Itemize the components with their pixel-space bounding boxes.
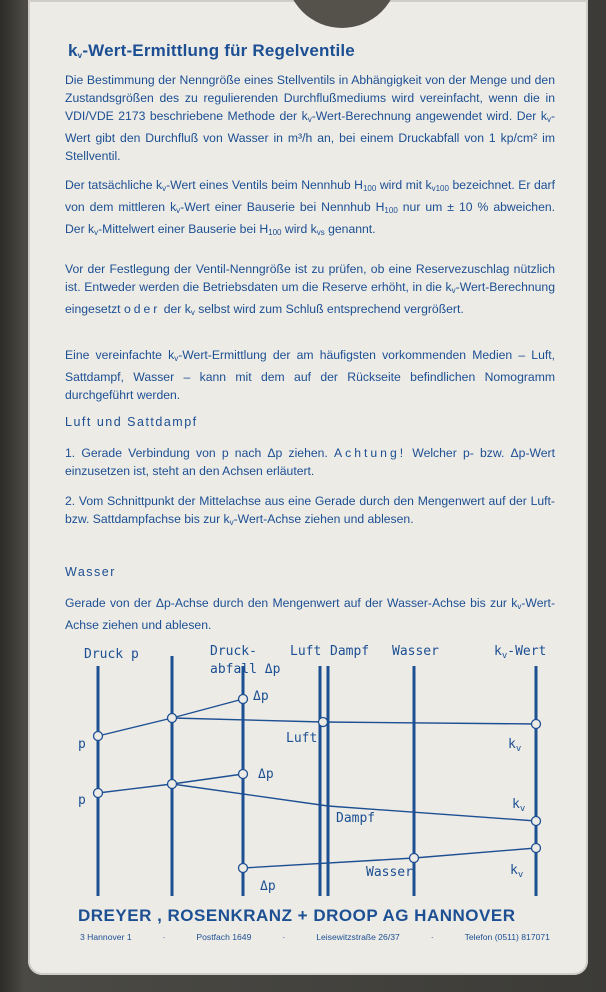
label-dp-3: Δp bbox=[260, 879, 276, 894]
step-1: 1. Gerade Verbindung von p nach Δp ziehen. Achtung! Welcher p- bzw. Δp-Wert einzusetzen ist, steht an den Achsen erläutert. bbox=[65, 446, 556, 478]
axis-label-druck: Druck p bbox=[84, 647, 139, 662]
marker bbox=[532, 817, 541, 826]
label-p-1: p bbox=[78, 737, 86, 752]
heading-wasser: Wasser bbox=[65, 565, 116, 579]
axis-label-luft: Luft bbox=[290, 644, 322, 659]
paragraph-reserve: Vor der Festlegung der Ventil-Nenngröße ist zu prüfen, ob eine Reservezuschlag nützlich ist. Entweder werden die Betriebsdaten um die Reserve erhöht, in die $k_v-Wert$-Berechnung eingesetzt oder der $k_v$ selbst wird zum Schluß entsprechend vergrößert. bbox=[65, 262, 555, 317]
footer-city: 3 Hannover 1 bbox=[80, 932, 132, 942]
step-2: 2. Vom Schnittpunkt der Mittelachse aus eine Gerade durch den Mengenwert auf der Luft- bzw. Sattdampfachse bis zur $k_v-Wert$-Achse ziehen und ablesen. bbox=[65, 494, 555, 527]
marker bbox=[532, 720, 541, 729]
nomogram-example-lines bbox=[98, 699, 536, 868]
marker bbox=[239, 770, 248, 779]
nomogram-axes bbox=[98, 656, 536, 896]
footer-sep: · bbox=[282, 932, 286, 942]
paragraph-nomogram-intro: Eine vereinfachte $k_v-Wert$-Ermittlung der am häufigsten vorkommenden Medien – Luft, Sattdampf, Wasser – kann mit dem auf der Rückseite befindlichen Nomogramm durchgeführt werden. bbox=[65, 348, 556, 402]
footer-address bbox=[80, 932, 550, 942]
page-title: $k_v-Wert$-Ermittlung für Regelventile bbox=[68, 41, 355, 60]
label-kv-3: $k_v$ bbox=[510, 863, 524, 880]
footer-street: Leisewitzstraße 26/37 bbox=[316, 932, 400, 942]
marker bbox=[94, 732, 103, 741]
label-kv-2: $k_v$ bbox=[512, 797, 526, 814]
axis-label-druckabfall-2: abfall Δp bbox=[210, 662, 281, 677]
paragraph-intro: Die Bestimmung der Nenngröße eines Stellventils in Abhängigkeit von der Menge und den Zustandsgrößen des zu regulierenden Durchflußmediums wird vereinfacht, wenn die in VDI/VDE 2173 beschriebene Methode der $k_v-Wert$-Berechnung angewendet wird. Der $k_v$-Wert gibt den Durchfluß von Wasser in m³/h an, bei einem Druckabfall von 1 kp/cm² im Stellventil. bbox=[65, 73, 555, 163]
nomogram-labels bbox=[78, 644, 546, 894]
marker bbox=[94, 789, 103, 798]
marker bbox=[168, 780, 177, 789]
footer-company: DREYER , ROSENKRANZ + DROOP AG HANNOVER bbox=[78, 906, 516, 925]
label-dampf: Dampf bbox=[336, 811, 376, 826]
marker bbox=[410, 854, 419, 863]
paragraph-kv100: Der tatsächliche $k_v$-Wert eines Ventils beim Nennhub $H_{100}$ wird mit $k_{v100}$ bezeichnet. Er darf von dem mittleren $k_v$-Wert einer Bauserie bei Nennhub $H_{100}$ nur um ± 10 % abweichen. Der $k_v$-Mittelwert einer Bauserie bei $H_{100}$ wird $k_{vs}$ genannt. bbox=[65, 178, 556, 237]
footer-postfach: Postfach 1649 bbox=[196, 932, 252, 942]
marker bbox=[168, 714, 177, 723]
axis-label-kv: $k_v$-Wert bbox=[494, 644, 547, 661]
heading-luft-sattdampf: Luft und Sattdampf bbox=[65, 415, 198, 429]
marker bbox=[532, 844, 541, 853]
marker bbox=[239, 864, 248, 873]
label-dp-2: Δp bbox=[258, 767, 274, 782]
label-wasser: Wasser bbox=[366, 865, 413, 880]
footer-sep: · bbox=[162, 932, 166, 942]
axis-label-wasser: Wasser bbox=[392, 644, 439, 659]
axis-label-druckabfall-1: Druck- bbox=[210, 644, 257, 659]
line-luft bbox=[172, 718, 536, 724]
footer-telefon: Telefon (0511) 817071 bbox=[464, 932, 550, 942]
marker bbox=[319, 718, 328, 727]
label-kv-1: $k_v$ bbox=[508, 737, 522, 754]
footer-sep: · bbox=[430, 932, 434, 942]
hanging-notch bbox=[286, 0, 398, 28]
marker bbox=[239, 695, 248, 704]
axis-label-dampf: Dampf bbox=[330, 644, 370, 659]
label-dp-1: Δp bbox=[253, 689, 269, 704]
label-p-2: p bbox=[78, 793, 86, 808]
nomogram bbox=[62, 638, 562, 900]
label-luft: Luft bbox=[286, 731, 318, 746]
paragraph-wasser: Gerade von der Δp-Achse durch den Mengenwert auf der Wasser-Achse bis zur $k_v-Wert$-Achse ziehen und ablesen. bbox=[65, 596, 555, 632]
